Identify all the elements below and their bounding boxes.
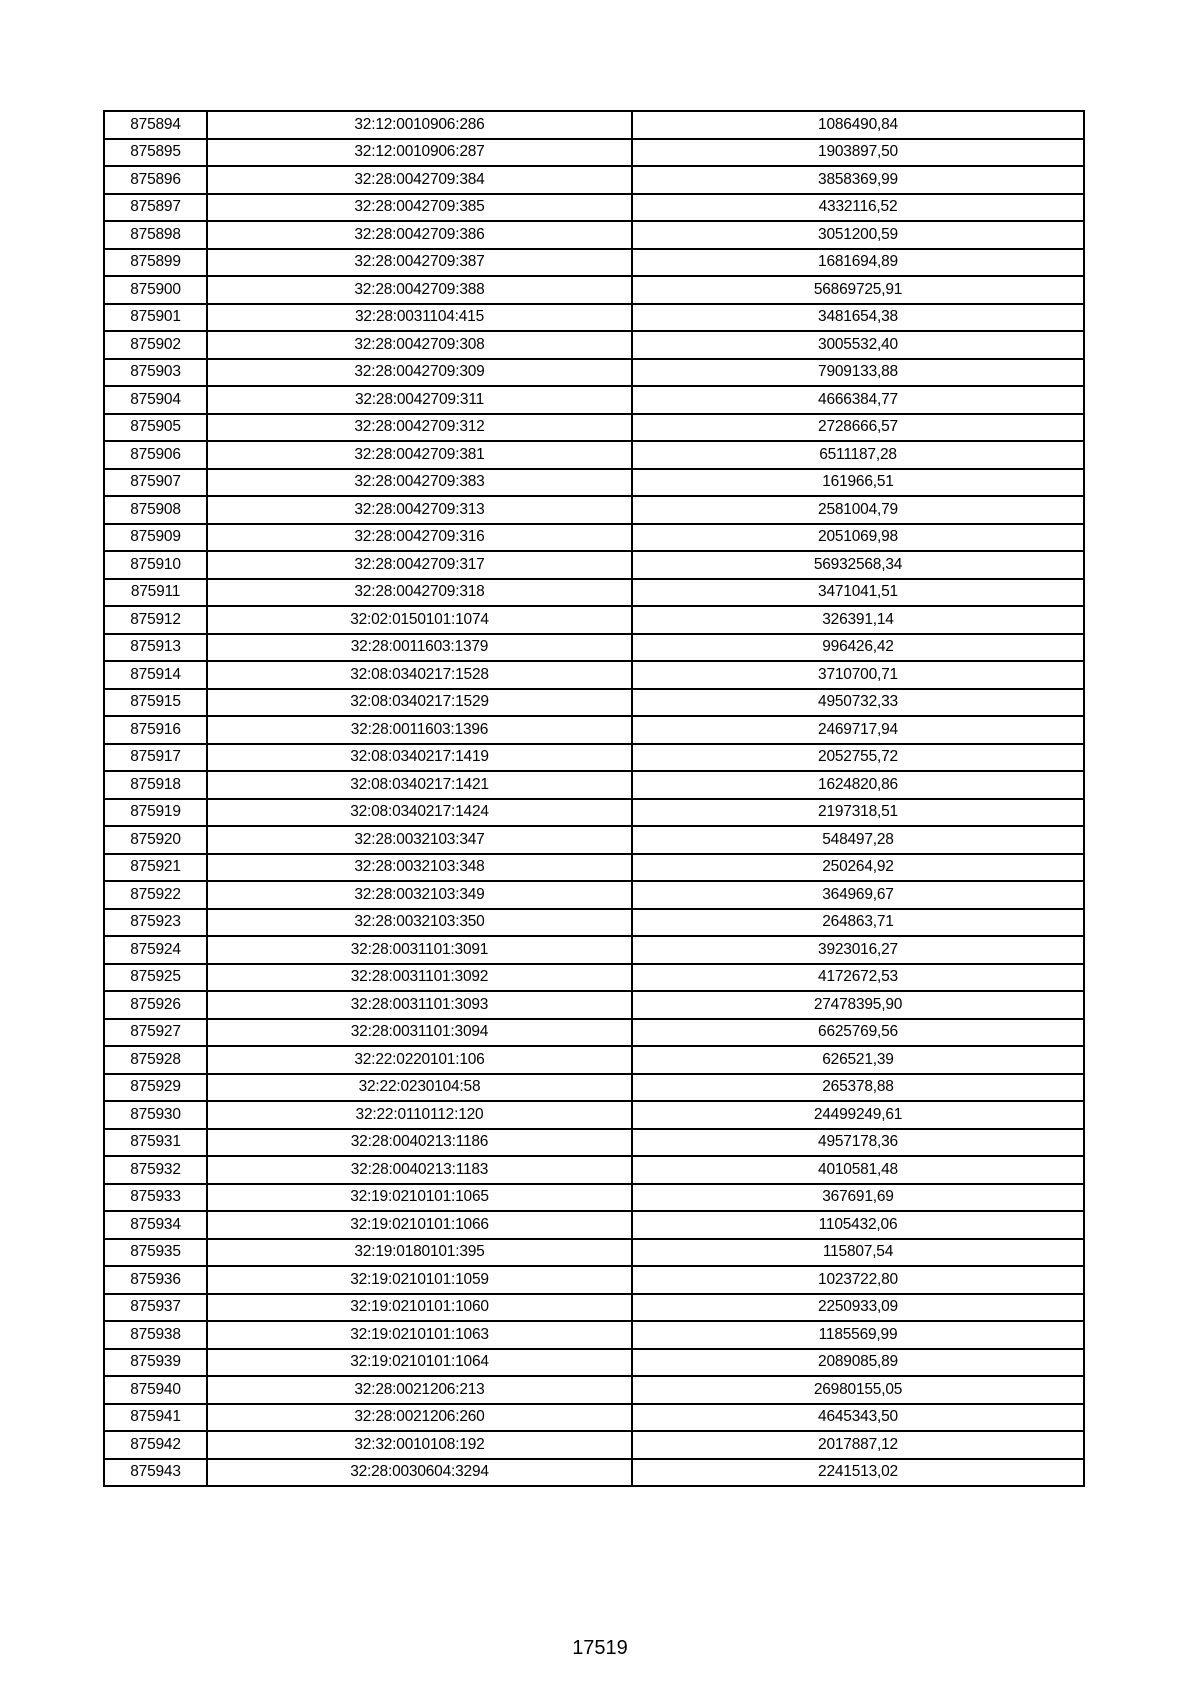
table-row [104,139,1084,167]
cadastral-number-cell: 32:28:0042709:313 [207,496,632,524]
cadastral-value-cell: 2728666,57 [632,414,1084,442]
table-row [104,1156,1084,1184]
row-id-cell: 875939 [104,1349,207,1377]
table-row [104,1266,1084,1294]
cadastral-number-cell: 32:28:0031101:3092 [207,964,632,992]
cadastral-number-cell: 32:28:0042709:386 [207,221,632,249]
cadastral-value-cell: 56932568,34 [632,551,1084,579]
table-row [104,716,1084,744]
table-row [104,634,1084,662]
table-row [104,304,1084,332]
cadastral-value-cell: 4010581,48 [632,1156,1084,1184]
table-row [104,854,1084,882]
row-id-cell: 875936 [104,1266,207,1294]
table-row [104,111,1084,139]
table-row [104,1019,1084,1047]
cadastral-number-cell: 32:22:0230104:58 [207,1074,632,1102]
cadastral-value-cell: 364969,67 [632,881,1084,909]
cadastral-number-cell: 32:28:0031101:3093 [207,991,632,1019]
table-row [104,689,1084,717]
cadastral-value-cell: 2241513,02 [632,1459,1084,1487]
cadastral-value-cell: 1105432,06 [632,1211,1084,1239]
cadastral-number-cell: 32:28:0042709:318 [207,579,632,607]
table-row [104,991,1084,1019]
cadastral-number-cell: 32:19:0210101:1064 [207,1349,632,1377]
cadastral-value-cell: 24499249,61 [632,1101,1084,1129]
row-id-cell: 875902 [104,331,207,359]
row-id-cell: 875932 [104,1156,207,1184]
row-id-cell: 875923 [104,909,207,937]
row-id-cell: 875938 [104,1321,207,1349]
cadastral-number-cell: 32:08:0340217:1529 [207,689,632,717]
table-row [104,1239,1084,1267]
cadastral-number-cell: 32:28:0032103:348 [207,854,632,882]
row-id-cell: 875898 [104,221,207,249]
row-id-cell: 875913 [104,634,207,662]
cadastral-value-cell: 3005532,40 [632,331,1084,359]
row-id-cell: 875895 [104,139,207,167]
cadastral-value-cell: 6511187,28 [632,441,1084,469]
cadastral-value-cell: 3051200,59 [632,221,1084,249]
row-id-cell: 875918 [104,771,207,799]
cadastral-value-cell: 548497,28 [632,826,1084,854]
row-id-cell: 875935 [104,1239,207,1267]
row-id-cell: 875900 [104,276,207,304]
table-row [104,1321,1084,1349]
table-row [104,194,1084,222]
table-row [104,414,1084,442]
cadastral-value-cell: 6625769,56 [632,1019,1084,1047]
cadastral-value-cell: 2052755,72 [632,744,1084,772]
cadastral-number-cell: 32:28:0042709:387 [207,249,632,277]
row-id-cell: 875930 [104,1101,207,1129]
row-id-cell: 875901 [104,304,207,332]
table-row [104,1431,1084,1459]
cadastral-value-cell: 2250933,09 [632,1294,1084,1322]
table-row [104,909,1084,937]
table-row [104,1349,1084,1377]
cadastral-number-cell: 32:28:0042709:311 [207,386,632,414]
cadastral-value-cell: 1185569,99 [632,1321,1084,1349]
cadastral-value-cell: 4950732,33 [632,689,1084,717]
cadastral-number-cell: 32:28:0031101:3091 [207,936,632,964]
cadastral-value-cell: 1023722,80 [632,1266,1084,1294]
row-id-cell: 875933 [104,1184,207,1212]
cadastral-value-cell: 2051069,98 [632,524,1084,552]
cadastral-value-cell: 264863,71 [632,909,1084,937]
cadastral-number-cell: 32:28:0032103:347 [207,826,632,854]
page-number: 17519 [572,1637,628,1659]
table-row [104,166,1084,194]
table-row [104,771,1084,799]
row-id-cell: 875917 [104,744,207,772]
table-row [104,799,1084,827]
cadastral-value-cell: 3858369,99 [632,166,1084,194]
row-id-cell: 875922 [104,881,207,909]
cadastral-number-cell: 32:28:0042709:383 [207,469,632,497]
row-id-cell: 875926 [104,991,207,1019]
table-row [104,1074,1084,1102]
cadastral-number-cell: 32:19:0210101:1063 [207,1321,632,1349]
cadastral-value-cell: 56869725,91 [632,276,1084,304]
cadastral-value-cell: 265378,88 [632,1074,1084,1102]
cadastral-value-cell: 27478395,90 [632,991,1084,1019]
row-id-cell: 875937 [104,1294,207,1322]
row-id-cell: 875931 [104,1129,207,1157]
cadastral-value-cell: 1624820,86 [632,771,1084,799]
row-id-cell: 875905 [104,414,207,442]
cadastral-value-cell: 2017887,12 [632,1431,1084,1459]
cadastral-number-cell: 32:28:0042709:384 [207,166,632,194]
cadastral-number-cell: 32:28:0040213:1183 [207,1156,632,1184]
row-id-cell: 875909 [104,524,207,552]
cadastral-number-cell: 32:28:0031104:415 [207,304,632,332]
table-row [104,524,1084,552]
cadastral-number-cell: 32:08:0340217:1419 [207,744,632,772]
table-row [104,276,1084,304]
table-row [104,496,1084,524]
cadastral-number-cell: 32:19:0180101:395 [207,1239,632,1267]
table-row [104,606,1084,634]
cadastral-number-cell: 32:28:0042709:388 [207,276,632,304]
table-row [104,1376,1084,1404]
row-id-cell: 875907 [104,469,207,497]
table-row [104,249,1084,277]
table-row [104,744,1084,772]
row-id-cell: 875927 [104,1019,207,1047]
row-id-cell: 875914 [104,661,207,689]
table-row [104,936,1084,964]
cadastral-number-cell: 32:28:0042709:309 [207,359,632,387]
cadastral-value-cell: 1086490,84 [632,111,1084,139]
cadastral-value-cell: 7909133,88 [632,359,1084,387]
row-id-cell: 875897 [104,194,207,222]
cadastral-number-cell: 32:08:0340217:1421 [207,771,632,799]
table-row [104,881,1084,909]
row-id-cell: 875921 [104,854,207,882]
cadastral-number-cell: 32:28:0030604:3294 [207,1459,632,1487]
cadastral-number-cell: 32:19:0210101:1059 [207,1266,632,1294]
cadastral-value-cell: 1903897,50 [632,139,1084,167]
cadastral-number-cell: 32:28:0042709:385 [207,194,632,222]
cadastral-value-cell: 326391,14 [632,606,1084,634]
row-id-cell: 875912 [104,606,207,634]
cadastral-number-cell: 32:32:0010108:192 [207,1431,632,1459]
cadastral-value-cell: 367691,69 [632,1184,1084,1212]
row-id-cell: 875943 [104,1459,207,1487]
cadastral-number-cell: 32:28:0032103:349 [207,881,632,909]
table-body [104,111,1084,1486]
table-row [104,826,1084,854]
cadastral-number-cell: 32:02:0150101:1074 [207,606,632,634]
cadastral-value-cell: 2581004,79 [632,496,1084,524]
cadastral-number-cell: 32:28:0011603:1379 [207,634,632,662]
table-row [104,579,1084,607]
cadastral-value-cell: 626521,39 [632,1046,1084,1074]
row-id-cell: 875934 [104,1211,207,1239]
row-id-cell: 875942 [104,1431,207,1459]
table-row [104,551,1084,579]
table-row [104,661,1084,689]
row-id-cell: 875919 [104,799,207,827]
cadastral-number-cell: 32:19:0210101:1065 [207,1184,632,1212]
row-id-cell: 875940 [104,1376,207,1404]
table-row [104,441,1084,469]
cadastral-value-cell: 2089085,89 [632,1349,1084,1377]
row-id-cell: 875904 [104,386,207,414]
cadastral-number-cell: 32:28:0021206:260 [207,1404,632,1432]
row-id-cell: 875911 [104,579,207,607]
table-row [104,1404,1084,1432]
cadastral-value-cell: 250264,92 [632,854,1084,882]
cadastral-value-cell: 3481654,38 [632,304,1084,332]
table-row [104,964,1084,992]
cadastral-value-cell: 4957178,36 [632,1129,1084,1157]
row-id-cell: 875924 [104,936,207,964]
row-id-cell: 875910 [104,551,207,579]
table-row [104,386,1084,414]
row-id-cell: 875908 [104,496,207,524]
table-row [104,1184,1084,1212]
row-id-cell: 875920 [104,826,207,854]
cadastral-number-cell: 32:28:0040213:1186 [207,1129,632,1157]
cadastral-number-cell: 32:28:0042709:317 [207,551,632,579]
table-row [104,1294,1084,1322]
cadastral-number-cell: 32:28:0031101:3094 [207,1019,632,1047]
cadastral-number-cell: 32:28:0011603:1396 [207,716,632,744]
row-id-cell: 875929 [104,1074,207,1102]
cadastral-number-cell: 32:28:0042709:308 [207,331,632,359]
cadastral-number-cell: 32:28:0042709:312 [207,414,632,442]
cadastral-value-cell: 161966,51 [632,469,1084,497]
row-id-cell: 875896 [104,166,207,194]
cadastral-number-cell: 32:22:0110112:120 [207,1101,632,1129]
row-id-cell: 875916 [104,716,207,744]
cadastral-number-cell: 32:28:0042709:316 [207,524,632,552]
cadastral-value-cell: 3710700,71 [632,661,1084,689]
table-row [104,359,1084,387]
cadastral-number-cell: 32:08:0340217:1424 [207,799,632,827]
cadastral-number-cell: 32:12:0010906:286 [207,111,632,139]
cadastral-value-table [103,110,1085,1487]
cadastral-number-cell: 32:22:0220101:106 [207,1046,632,1074]
cadastral-value-cell: 1681694,89 [632,249,1084,277]
table-row [104,331,1084,359]
row-id-cell: 875928 [104,1046,207,1074]
cadastral-value-cell: 3923016,27 [632,936,1084,964]
cadastral-value-cell: 115807,54 [632,1239,1084,1267]
cadastral-number-cell: 32:12:0010906:287 [207,139,632,167]
cadastral-number-cell: 32:19:0210101:1060 [207,1294,632,1322]
cadastral-value-cell: 4172672,53 [632,964,1084,992]
table-row [104,1211,1084,1239]
cadastral-number-cell: 32:28:0021206:213 [207,1376,632,1404]
table-row [104,1129,1084,1157]
table-row [104,1101,1084,1129]
row-id-cell: 875925 [104,964,207,992]
row-id-cell: 875894 [104,111,207,139]
cadastral-value-cell: 4645343,50 [632,1404,1084,1432]
cadastral-value-cell: 4666384,77 [632,386,1084,414]
row-id-cell: 875941 [104,1404,207,1432]
table-row [104,1459,1084,1487]
cadastral-value-cell: 996426,42 [632,634,1084,662]
cadastral-value-cell: 2197318,51 [632,799,1084,827]
cadastral-value-cell: 26980155,05 [632,1376,1084,1404]
row-id-cell: 875903 [104,359,207,387]
table-row [104,469,1084,497]
cadastral-number-cell: 32:08:0340217:1528 [207,661,632,689]
row-id-cell: 875906 [104,441,207,469]
table-row [104,221,1084,249]
row-id-cell: 875915 [104,689,207,717]
cadastral-number-cell: 32:19:0210101:1066 [207,1211,632,1239]
table-row [104,1046,1084,1074]
cadastral-number-cell: 32:28:0032103:350 [207,909,632,937]
cadastral-value-cell: 3471041,51 [632,579,1084,607]
cadastral-value-cell: 2469717,94 [632,716,1084,744]
cadastral-value-cell: 4332116,52 [632,194,1084,222]
cadastral-number-cell: 32:28:0042709:381 [207,441,632,469]
row-id-cell: 875899 [104,249,207,277]
